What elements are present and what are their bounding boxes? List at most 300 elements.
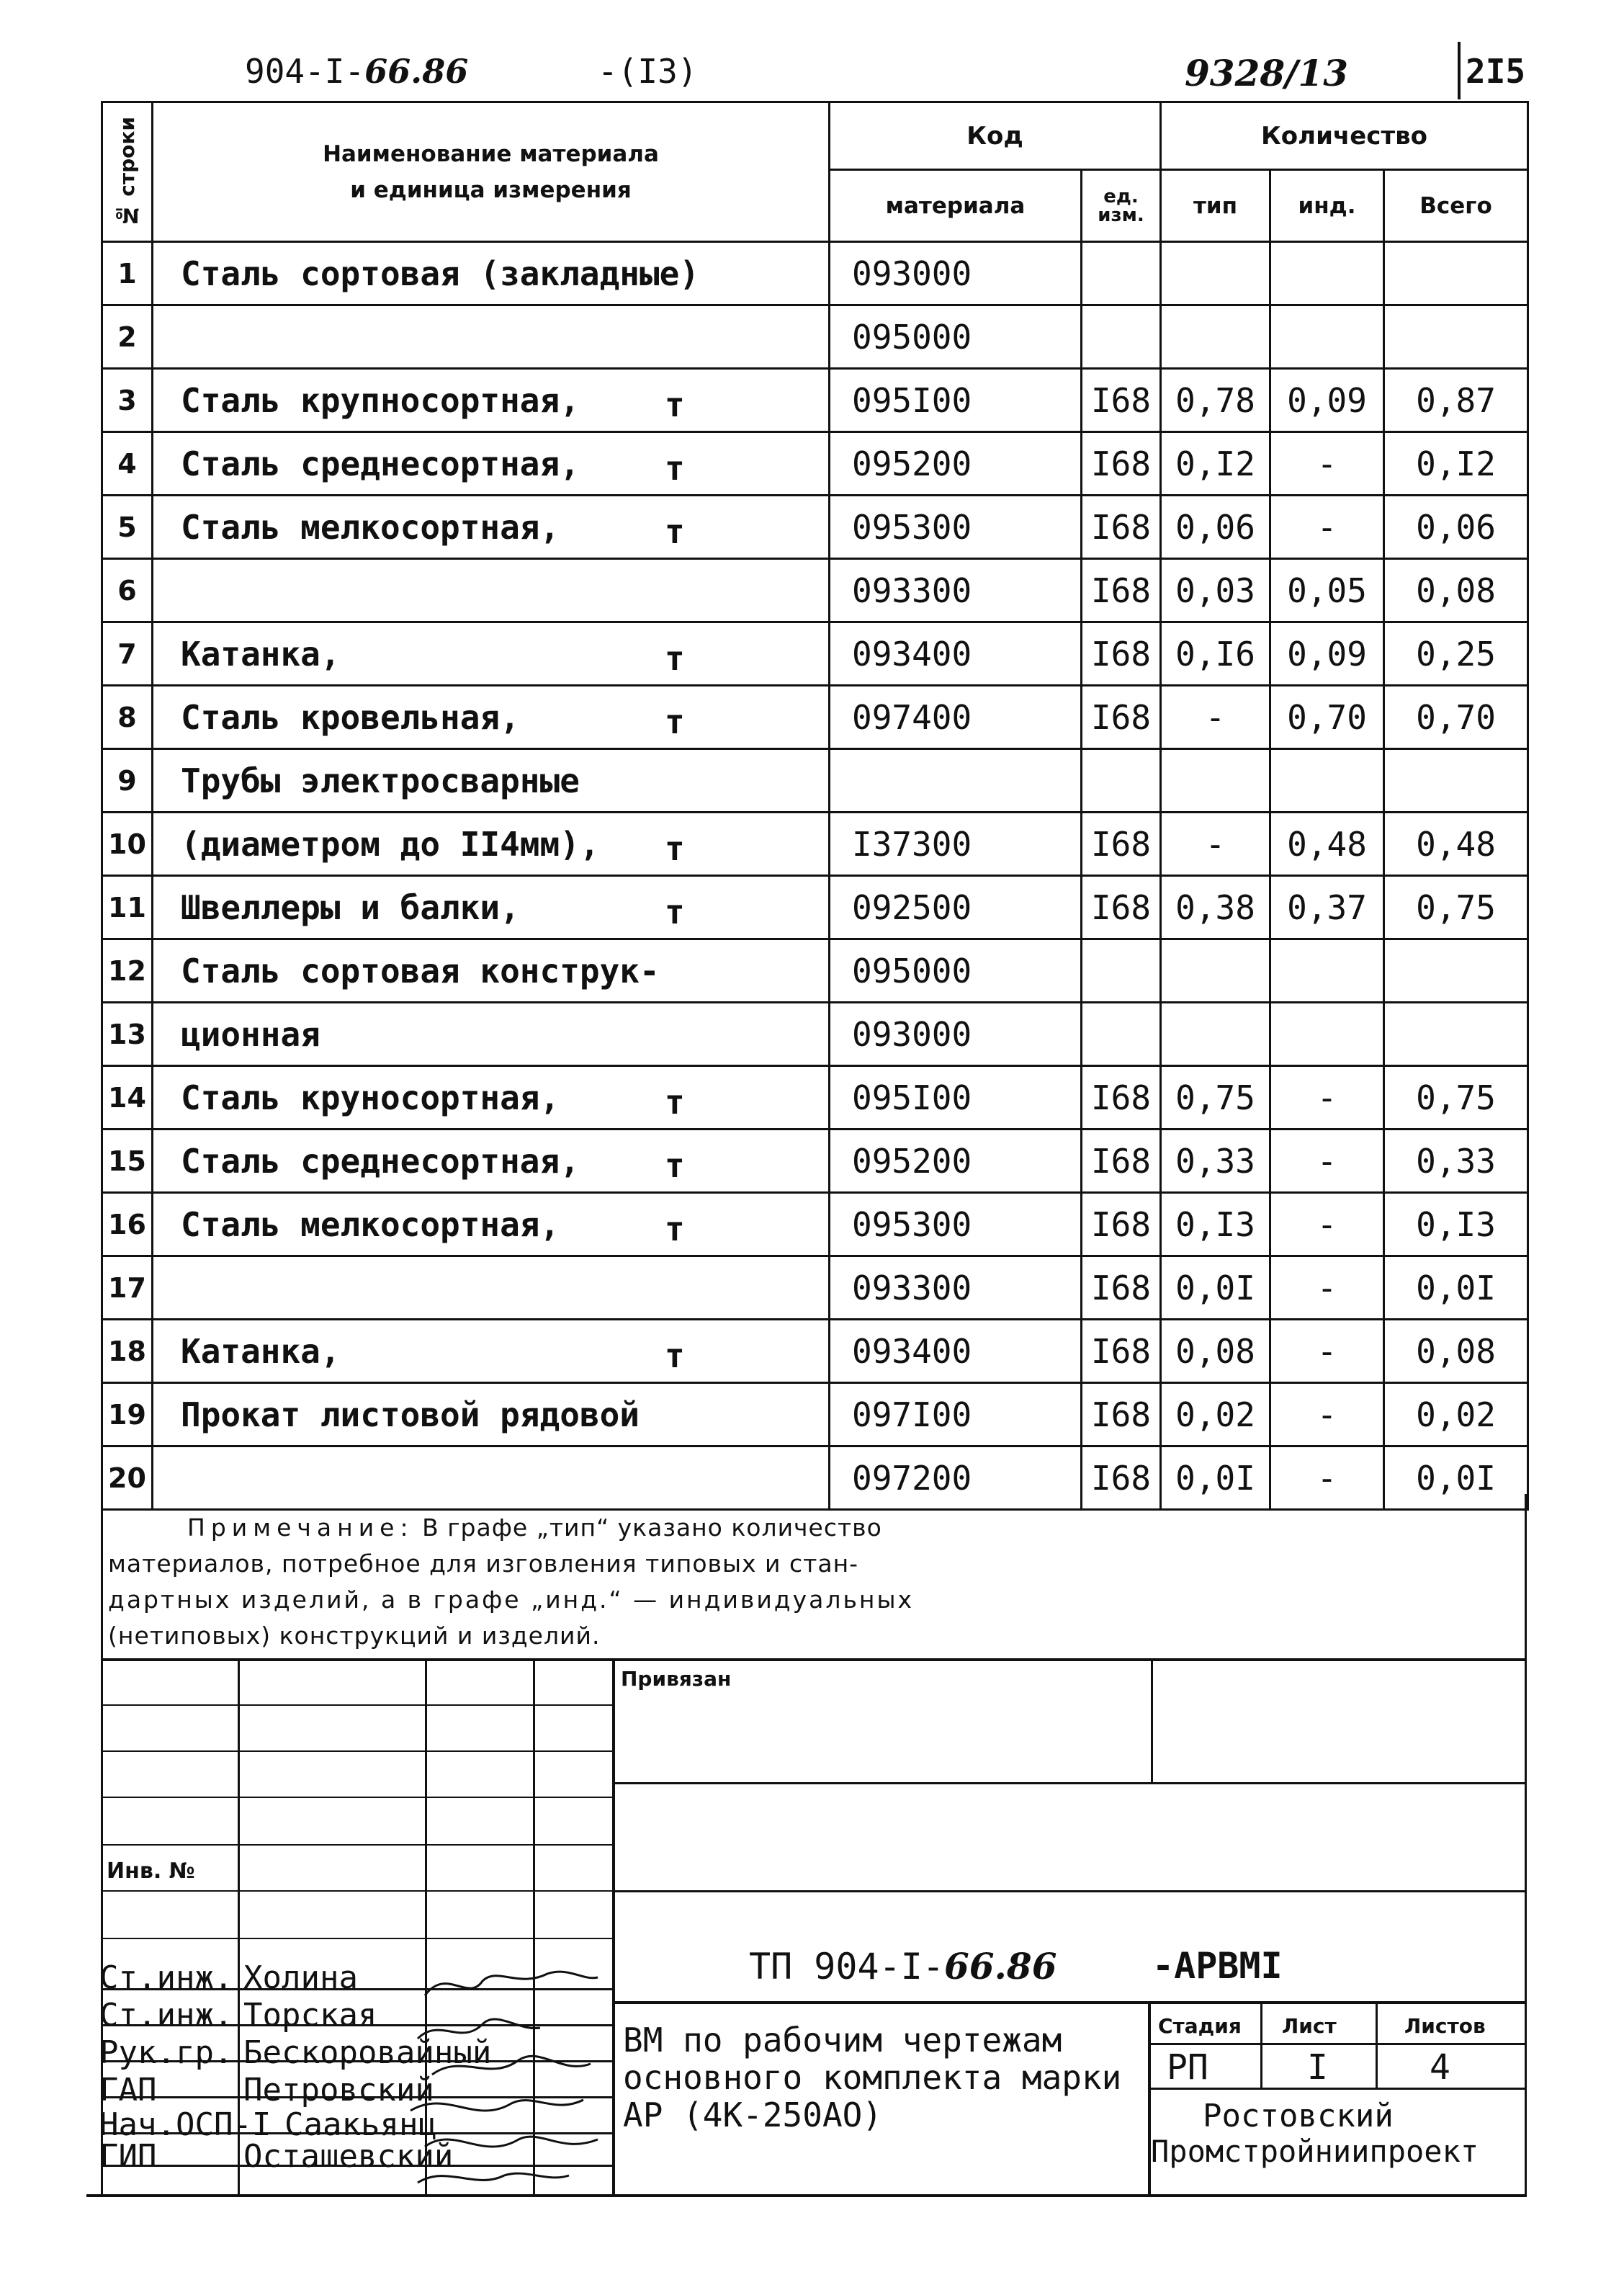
qty-total: 0,06 xyxy=(1416,507,1496,547)
table-row xyxy=(102,432,1528,496)
row-number-cell xyxy=(102,1193,153,1256)
unit-code: I68 xyxy=(1090,1204,1152,1244)
col-qty-header: Количество xyxy=(1161,102,1528,170)
qty-total: 0,08 xyxy=(1416,1331,1496,1371)
designation xyxy=(749,1945,1057,1987)
stage-label-line xyxy=(1148,2043,1527,2045)
unit-of-measure: т xyxy=(665,1083,685,1122)
table-row xyxy=(102,686,1528,749)
material-code: I37300 xyxy=(852,824,972,864)
qty-ind: - xyxy=(1316,1458,1337,1498)
col-code-material-header: материала xyxy=(830,170,1082,242)
unit-of-measure: т xyxy=(665,1336,685,1375)
row-number: 17 xyxy=(108,1271,146,1304)
note-line-4: (нетиповых) конструкций и изделий. xyxy=(108,1622,601,1650)
qty-type: 0,08 xyxy=(1175,1331,1255,1371)
unit-code-cell xyxy=(1082,876,1161,939)
qty-total-cell xyxy=(1384,749,1528,813)
material-name: Катанка, xyxy=(181,634,341,674)
qty-ind-cell xyxy=(1270,1130,1384,1193)
row-number-cell xyxy=(102,1383,153,1446)
qty-type-cell xyxy=(1161,876,1270,939)
unit-of-measure: т xyxy=(665,893,685,931)
material-code-cell xyxy=(830,432,1082,496)
row-number: 7 xyxy=(117,638,137,670)
signer-role: ГАП xyxy=(99,2072,157,2108)
material-name-cell xyxy=(153,432,830,496)
stamp-top-border xyxy=(101,1658,1527,1661)
inventory-label: Инв. № xyxy=(107,1859,195,1884)
qty-ind: - xyxy=(1316,1268,1337,1307)
signer-role: Рук.гр. xyxy=(99,2034,233,2071)
col-name-header xyxy=(153,102,830,242)
stamp-grid-line xyxy=(101,1704,612,1706)
row-number: 8 xyxy=(117,701,137,733)
material-code: 095I00 xyxy=(852,1078,972,1117)
material-name-cell xyxy=(153,1193,830,1256)
col-code-unit-header: ед. изм. xyxy=(1082,170,1161,242)
unit-code-cell xyxy=(1082,1066,1161,1130)
material-code: 095200 xyxy=(852,444,972,483)
stage-label: Стадия xyxy=(1158,2014,1242,2038)
qty-type-cell xyxy=(1161,305,1270,369)
row-number-cell xyxy=(102,369,153,432)
table-row xyxy=(102,939,1528,1003)
row-number: 4 xyxy=(117,447,137,480)
unit-code-cell xyxy=(1082,1003,1161,1066)
material-code: 093300 xyxy=(852,1268,972,1307)
qty-ind-cell xyxy=(1270,876,1384,939)
unit-code-cell xyxy=(1082,496,1161,559)
table-row xyxy=(102,1003,1528,1066)
unit-of-measure: т xyxy=(665,449,685,488)
qty-type-cell xyxy=(1161,813,1270,876)
row-number-cell xyxy=(102,242,153,305)
qty-ind-cell xyxy=(1270,813,1384,876)
order-number: 9328/13 xyxy=(1185,52,1349,94)
title-line-3: АР (4К-250АО) xyxy=(623,2096,883,2134)
unit-code: I68 xyxy=(1090,887,1152,927)
sheet-value: I xyxy=(1307,2047,1328,2088)
qty-type: - xyxy=(1205,697,1226,737)
qty-ind: - xyxy=(1316,1331,1337,1371)
unit-code: I68 xyxy=(1090,1331,1152,1371)
signer-name: Петровский xyxy=(243,2072,434,2108)
unit-of-measure: т xyxy=(665,829,685,868)
material-name: Сталь среднесортная, xyxy=(181,444,580,483)
qty-ind-cell xyxy=(1270,1256,1384,1320)
unit-code-cell xyxy=(1082,1193,1161,1256)
unit-code: I68 xyxy=(1090,1141,1152,1181)
material-name: (диаметром до II4мм), xyxy=(181,824,600,864)
qty-type: 0,02 xyxy=(1175,1395,1255,1434)
unit-of-measure: т xyxy=(665,1209,685,1248)
row-number: 10 xyxy=(108,828,146,860)
material-name-cell xyxy=(153,813,830,876)
signer-role: Ст.инж. xyxy=(99,1959,233,1996)
material-name-cell xyxy=(153,1383,830,1446)
material-name-cell xyxy=(153,496,830,559)
qty-type: 0,75 xyxy=(1175,1078,1255,1117)
qty-ind-cell xyxy=(1270,1003,1384,1066)
qty-type: - xyxy=(1205,824,1226,864)
note-line-3: дартных изделий, а в графе „инд.“ — индивидуальных xyxy=(108,1586,915,1614)
qty-ind: 0,09 xyxy=(1287,634,1367,674)
material-code-cell xyxy=(830,559,1082,622)
note-label: Примечание: xyxy=(187,1513,414,1542)
row-number-cell xyxy=(102,1130,153,1193)
qty-total-cell xyxy=(1384,242,1528,305)
sheets-value: 4 xyxy=(1430,2047,1450,2088)
qty-ind: - xyxy=(1316,507,1337,547)
table-row xyxy=(102,1320,1528,1383)
row-number-cell xyxy=(102,496,153,559)
qty-ind-cell xyxy=(1270,622,1384,686)
material-name-cell xyxy=(153,1256,830,1320)
unit-code: I68 xyxy=(1090,824,1152,864)
unit-code-cell xyxy=(1082,622,1161,686)
designation-bottom-line xyxy=(612,2001,1527,2004)
qty-total: 0,48 xyxy=(1416,824,1496,864)
row-number: 15 xyxy=(108,1145,146,1177)
signer-role: ГИП xyxy=(99,2138,157,2175)
qty-total: 0,I3 xyxy=(1416,1204,1496,1244)
qty-total: 0,87 xyxy=(1416,380,1496,420)
stamp-grid-line xyxy=(101,1797,612,1798)
qty-ind-cell xyxy=(1270,1320,1384,1383)
col-row-no-header xyxy=(102,102,153,242)
material-name-cell xyxy=(153,369,830,432)
qty-total-cell xyxy=(1384,686,1528,749)
qty-type-cell xyxy=(1161,496,1270,559)
row-number-cell xyxy=(102,559,153,622)
qty-type: 0,I6 xyxy=(1175,634,1255,674)
material-code-cell xyxy=(830,749,1082,813)
unit-code-cell xyxy=(1082,813,1161,876)
col-code-header: Код xyxy=(830,102,1161,170)
qty-ind-cell xyxy=(1270,369,1384,432)
table-row xyxy=(102,1256,1528,1320)
qty-ind: 0,09 xyxy=(1287,380,1367,420)
qty-ind-cell xyxy=(1270,1066,1384,1130)
material-code-cell xyxy=(830,686,1082,749)
org-line-2: Промстройниипроект xyxy=(1151,2134,1479,2169)
row-number-cell xyxy=(102,622,153,686)
qty-type-cell xyxy=(1161,1130,1270,1193)
row-number-cell xyxy=(102,305,153,369)
bound-vline xyxy=(1151,1661,1153,1784)
unit-of-measure: т xyxy=(665,385,685,424)
qty-ind-cell xyxy=(1270,939,1384,1003)
title-line-1: ВМ по рабочим чертежам xyxy=(623,2021,1062,2059)
row-number-cell xyxy=(102,432,153,496)
material-code-cell xyxy=(830,1130,1082,1193)
material-code: 095300 xyxy=(852,1204,972,1244)
material-code-cell xyxy=(830,1256,1082,1320)
table-row xyxy=(102,559,1528,622)
material-code-cell xyxy=(830,1066,1082,1130)
qty-type-cell xyxy=(1161,1383,1270,1446)
row-number-cell xyxy=(102,1256,153,1320)
qty-ind-cell xyxy=(1270,242,1384,305)
material-code: 093300 xyxy=(852,571,972,610)
bound-label: Привязан xyxy=(621,1667,732,1691)
qty-total: 0,75 xyxy=(1416,1078,1496,1117)
qty-total-cell xyxy=(1384,939,1528,1003)
table-row xyxy=(102,305,1528,369)
unit-code-cell xyxy=(1082,1320,1161,1383)
table-row xyxy=(102,1383,1528,1446)
unit-code: I68 xyxy=(1090,1268,1152,1307)
sheet-vline xyxy=(1376,2003,1378,2088)
qty-type-cell xyxy=(1161,559,1270,622)
qty-ind: - xyxy=(1316,1395,1337,1434)
row-number-cell xyxy=(102,1066,153,1130)
material-name-cell xyxy=(153,559,830,622)
doc-part: -(I3) xyxy=(598,52,698,91)
qty-total: 0,70 xyxy=(1416,697,1496,737)
row-number-cell xyxy=(102,1320,153,1383)
qty-total-cell xyxy=(1384,1383,1528,1446)
row-number-cell xyxy=(102,749,153,813)
page-number: 2I5 xyxy=(1466,52,1526,91)
designation-prefix: ТП 904-I- xyxy=(749,1946,944,1987)
qty-ind: 0,70 xyxy=(1287,697,1367,737)
material-code-cell xyxy=(830,1383,1082,1446)
material-code-cell xyxy=(830,622,1082,686)
table-row xyxy=(102,369,1528,432)
qty-total: 0,0I xyxy=(1416,1268,1496,1307)
qty-type-cell xyxy=(1161,242,1270,305)
designation-suffix: -АРВМI xyxy=(1152,1945,1283,1987)
qty-type-cell xyxy=(1161,1066,1270,1130)
table-row xyxy=(102,749,1528,813)
unit-code-cell xyxy=(1082,1383,1161,1446)
unit-code: I68 xyxy=(1090,1078,1152,1117)
note-line-1: В графе „тип“ указано количество xyxy=(422,1513,882,1542)
qty-total-cell xyxy=(1384,1130,1528,1193)
material-code: 097400 xyxy=(852,697,972,737)
qty-total-cell xyxy=(1384,1446,1528,1510)
signature-saakyants xyxy=(425,2137,598,2147)
unit-code-cell xyxy=(1082,369,1161,432)
header-divider xyxy=(1458,42,1461,99)
table-row xyxy=(102,1130,1528,1193)
material-code: 097I00 xyxy=(852,1395,972,1434)
row-number: 9 xyxy=(117,764,137,797)
material-name: Сталь среднесортная, xyxy=(181,1141,580,1181)
qty-total-cell xyxy=(1384,876,1528,939)
stamp-mid-line xyxy=(612,1890,1527,1892)
org-line-1: Ростовский xyxy=(1203,2098,1394,2134)
material-code: 095000 xyxy=(852,317,972,357)
material-name: Катанка, xyxy=(181,1331,341,1371)
qty-total-cell xyxy=(1384,1256,1528,1320)
stamp-grid-line xyxy=(101,1890,612,1892)
qty-total-cell xyxy=(1384,305,1528,369)
material-name-cell xyxy=(153,242,830,305)
unit-code-cell xyxy=(1082,1130,1161,1193)
doc-number-prefix: 904-I- xyxy=(245,52,365,91)
signature-beskorovainy xyxy=(432,2056,591,2075)
qty-ind-cell xyxy=(1270,432,1384,496)
qty-type-cell xyxy=(1161,622,1270,686)
col-name-line1: Наименование материала xyxy=(323,140,659,167)
signer-name: Осташевский xyxy=(243,2138,454,2175)
qty-total-cell xyxy=(1384,1003,1528,1066)
unit-code-cell xyxy=(1082,749,1161,813)
material-name: Швеллеры и балки, xyxy=(181,887,520,927)
qty-total-cell xyxy=(1384,1193,1528,1256)
table-row xyxy=(102,1446,1528,1510)
qty-total-cell xyxy=(1384,813,1528,876)
col-qty-total-header: Всего xyxy=(1384,170,1528,242)
table-row xyxy=(102,622,1528,686)
material-code-cell xyxy=(830,1003,1082,1066)
qty-ind: - xyxy=(1316,1078,1337,1117)
qty-type: 0,06 xyxy=(1175,507,1255,547)
material-name: ционная xyxy=(181,1014,320,1054)
unit-of-measure: т xyxy=(665,1146,685,1185)
qty-total-cell xyxy=(1384,1066,1528,1130)
material-code-cell xyxy=(830,242,1082,305)
row-number: 16 xyxy=(108,1208,146,1240)
qty-type-cell xyxy=(1161,432,1270,496)
qty-ind: 0,48 xyxy=(1287,824,1367,864)
qty-total: 0,02 xyxy=(1416,1395,1496,1434)
qty-total-cell xyxy=(1384,432,1528,496)
material-name-cell xyxy=(153,1066,830,1130)
doc-number-handwritten: 66.86 xyxy=(364,52,469,91)
unit-code-cell xyxy=(1082,1446,1161,1510)
material-name: Трубы электросварные xyxy=(181,761,580,800)
unit-code: I68 xyxy=(1090,444,1152,483)
note-line-2: материалов, потребное для изговления типовых и стан- xyxy=(108,1549,859,1578)
material-code: 093000 xyxy=(852,1014,972,1054)
qty-type: 0,I2 xyxy=(1175,444,1255,483)
signer-name: Бескоровайный xyxy=(243,2034,492,2071)
unit-code-cell xyxy=(1082,939,1161,1003)
stage-value-line xyxy=(1148,2088,1527,2090)
unit-code: I68 xyxy=(1090,571,1152,610)
qty-type-cell xyxy=(1161,686,1270,749)
material-name: Сталь сортовая конструк- xyxy=(181,951,660,990)
material-code-cell xyxy=(830,496,1082,559)
qty-ind: - xyxy=(1316,444,1337,483)
material-code-cell xyxy=(830,1320,1082,1383)
qty-ind-cell xyxy=(1270,1193,1384,1256)
signature-scribbles xyxy=(403,1959,619,2197)
material-name-cell xyxy=(153,749,830,813)
qty-ind: - xyxy=(1316,1204,1337,1244)
unit-code: I68 xyxy=(1090,1458,1152,1498)
material-code-cell xyxy=(830,1193,1082,1256)
material-name: Сталь сортовая (закладные) xyxy=(181,254,700,293)
materials-table-body xyxy=(102,242,1528,1510)
signer-name: Холина xyxy=(243,1959,358,1996)
signature-ostashevsky xyxy=(418,2173,569,2183)
materials-table xyxy=(101,101,1529,1511)
material-name-cell xyxy=(153,686,830,749)
material-name: Сталь круносортная, xyxy=(181,1078,560,1117)
signer-role: Нач.ОСП-I xyxy=(99,2106,272,2143)
title-line-2: основного комплекта марки xyxy=(623,2058,1122,2097)
qty-type: 0,38 xyxy=(1175,887,1255,927)
material-code: 097200 xyxy=(852,1458,972,1498)
material-code: 095200 xyxy=(852,1141,972,1181)
col-row-no-label: № строки xyxy=(115,116,139,228)
row-number-cell xyxy=(102,876,153,939)
qty-ind-cell xyxy=(1270,305,1384,369)
material-code: 092500 xyxy=(852,887,972,927)
material-name: Сталь мелкосортная, xyxy=(181,1204,560,1244)
note xyxy=(108,1510,1520,1654)
material-code: 093000 xyxy=(852,254,972,293)
qty-total: 0,33 xyxy=(1416,1141,1496,1181)
material-name-cell xyxy=(153,1130,830,1193)
stamp-grid-line xyxy=(101,1938,612,1939)
signer-role: Ст.инж. xyxy=(99,1997,233,2034)
unit-code: I68 xyxy=(1090,1395,1152,1434)
signature-holina xyxy=(425,1972,598,1995)
unit-code-cell xyxy=(1082,559,1161,622)
qty-total: 0,25 xyxy=(1416,634,1496,674)
material-code-cell xyxy=(830,369,1082,432)
table-row xyxy=(102,496,1528,559)
qty-type: 0,I3 xyxy=(1175,1204,1255,1244)
row-number: 12 xyxy=(108,954,146,987)
col-qty-type-header: тип xyxy=(1161,170,1270,242)
table-row xyxy=(102,876,1528,939)
unit-of-measure: т xyxy=(665,702,685,741)
qty-ind-cell xyxy=(1270,686,1384,749)
table-row xyxy=(102,242,1528,305)
doc-number xyxy=(245,52,468,91)
qty-total: 0,I2 xyxy=(1416,444,1496,483)
qty-total-cell xyxy=(1384,496,1528,559)
material-name: Сталь мелкосортная, xyxy=(181,507,560,547)
material-name-cell xyxy=(153,305,830,369)
material-name-cell xyxy=(153,1446,830,1510)
stage-value: РП xyxy=(1167,2047,1208,2088)
signature-torskaya xyxy=(418,2019,540,2039)
sheet-label: Лист xyxy=(1282,2014,1337,2038)
material-name-cell xyxy=(153,939,830,1003)
table-row xyxy=(102,813,1528,876)
table-row xyxy=(102,1066,1528,1130)
material-code: 095000 xyxy=(852,951,972,990)
qty-type-cell xyxy=(1161,749,1270,813)
row-number-cell xyxy=(102,939,153,1003)
material-code: 093400 xyxy=(852,634,972,674)
table-row xyxy=(102,1193,1528,1256)
row-number: 19 xyxy=(108,1398,146,1431)
row-number-cell xyxy=(102,813,153,876)
material-name: Прокат листовой рядовой xyxy=(181,1395,640,1434)
qty-type-cell xyxy=(1161,939,1270,1003)
qty-type: 0,33 xyxy=(1175,1141,1255,1181)
row-number-cell xyxy=(102,1003,153,1066)
material-name-cell xyxy=(153,1320,830,1383)
unit-code: I68 xyxy=(1090,380,1152,420)
material-code: 095300 xyxy=(852,507,972,547)
stamp-grid-line xyxy=(101,1750,612,1752)
qty-ind-cell xyxy=(1270,1383,1384,1446)
qty-type-cell xyxy=(1161,1256,1270,1320)
row-number: 5 xyxy=(117,511,137,543)
qty-ind-cell xyxy=(1270,749,1384,813)
row-number: 14 xyxy=(108,1081,146,1114)
